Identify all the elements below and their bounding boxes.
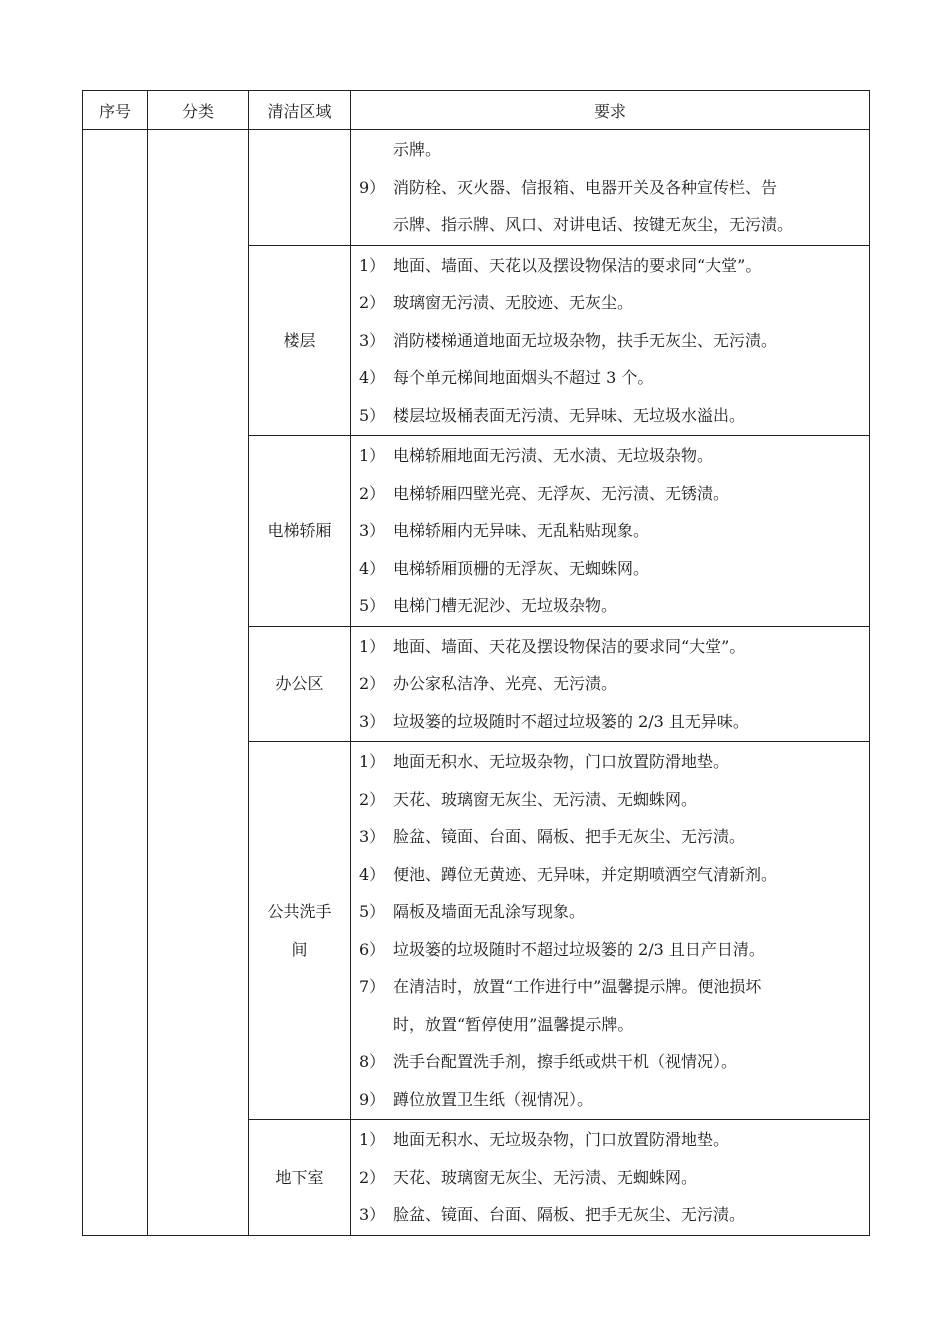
- table-row: [83, 130, 870, 246]
- requirement-line: [359, 475, 861, 513]
- requirement-text: 脸盆、镜面、台面、隔板、把手无灰尘、无污渍。: [393, 827, 746, 846]
- requirement-text: 每个单元梯间地面烟头不超过 3 个。: [393, 368, 654, 387]
- requirement-number: 3）: [359, 711, 386, 731]
- requirement-line: [359, 1006, 861, 1044]
- requirement-number: 1）: [359, 446, 386, 465]
- requirement-number: 3）: [359, 827, 386, 846]
- header-area: 清洁区域: [249, 91, 351, 130]
- requirement-line: [359, 284, 861, 322]
- requirement-text: 地面、墙面、天花及摆设物保洁的要求同“大堂”。: [393, 636, 746, 656]
- requirement-text: 办公家私洁净、光亮、无污渍。: [393, 674, 618, 693]
- requirement-text: 地面无积水、无垃圾杂物，门口放置防滑地垫。: [393, 752, 730, 771]
- requirement-text: 示牌。: [393, 140, 442, 159]
- requirement-text: 地面无积水、无垃圾杂物，门口放置防滑地垫。: [393, 1130, 730, 1149]
- requirement-text: 消防楼梯通道地面无垃圾杂物，扶手无灰尘、无污渍。: [393, 330, 778, 350]
- requirement-text: 示牌、指示牌、风口、对讲电话、按键无灰尘，无污渍。: [393, 215, 794, 234]
- requirement-number: 4）: [359, 558, 386, 578]
- requirement-line: [359, 856, 861, 894]
- requirements-cell: [351, 742, 870, 1120]
- table-body: [83, 130, 870, 1236]
- requirement-text: 垃圾篓的垃圾随时不超过垃圾篓的 2/3 且无异味。: [393, 711, 749, 731]
- requirement-line: [359, 397, 861, 435]
- requirement-number: 2）: [359, 483, 386, 503]
- requirement-line: [359, 1081, 861, 1119]
- requirement-number: 5）: [359, 596, 386, 615]
- area-label-line: 间: [291, 939, 308, 959]
- requirement-text: 在清洁时，放置“工作进行中”温馨提示牌。便池损坏: [393, 977, 762, 996]
- requirement-number: 2）: [359, 674, 386, 693]
- requirement-line: [359, 1121, 861, 1159]
- header-index: 序号: [83, 91, 148, 130]
- requirement-line: [359, 703, 861, 741]
- index-cell: [83, 130, 148, 1236]
- header-row: [83, 91, 870, 130]
- requirement-number: 2）: [359, 1167, 386, 1187]
- requirement-line: [359, 247, 861, 285]
- requirement-number: 9）: [359, 1089, 386, 1109]
- requirement-line: [359, 628, 861, 666]
- area-cell: [249, 436, 351, 627]
- requirement-number: 6）: [359, 939, 386, 959]
- header-category: 分类: [148, 91, 249, 130]
- requirement-text: 蹲位放置卫生纸（视情况）。: [393, 1089, 594, 1109]
- requirement-number: 3）: [359, 521, 386, 540]
- requirement-line: [359, 437, 861, 475]
- requirement-line: [359, 968, 861, 1006]
- cleaning-requirements-table: [82, 90, 870, 1236]
- requirement-line: [359, 1196, 861, 1234]
- requirement-line: [359, 1043, 861, 1081]
- requirement-number: 2）: [359, 789, 386, 809]
- requirement-number: 2）: [359, 293, 386, 312]
- requirement-text: 洗手台配置洗手剂，擦手纸或烘干机（视情况）。: [393, 1052, 738, 1071]
- requirement-line: [359, 587, 861, 625]
- requirement-number: 8）: [359, 1052, 386, 1071]
- requirement-text: 电梯轿厢顶栅的无浮灰、无蜘蛛网。: [393, 558, 650, 578]
- requirement-number: 1）: [359, 752, 386, 771]
- requirement-text: 楼层垃圾桶表面无污渍、无异味、无垃圾水溢出。: [393, 405, 746, 425]
- requirement-number: 1）: [359, 636, 386, 656]
- requirements-cell: [351, 1120, 870, 1236]
- requirement-number: 1）: [359, 1130, 386, 1149]
- requirement-number: 3）: [359, 330, 386, 350]
- requirement-number: 5）: [359, 902, 386, 921]
- requirements-cell: [351, 245, 870, 436]
- requirement-number: 3）: [359, 1205, 386, 1224]
- requirement-line: [359, 818, 861, 856]
- requirement-text: 电梯轿厢四壁光亮、无浮灰、无污渍、无锈渍。: [393, 483, 730, 503]
- requirement-line: [359, 743, 861, 781]
- requirement-text: 玻璃窗无污渍、无胶迹、无灰尘。: [393, 293, 634, 312]
- requirement-text: 时，放置“暂停使用”温馨提示牌。: [393, 1014, 634, 1034]
- requirement-line: [359, 550, 861, 588]
- requirement-text: 便池、蹲位无黄迹、无异味，并定期喷洒空气清新剂。: [393, 864, 778, 884]
- area-cell: [249, 1120, 351, 1236]
- requirements-cell: [351, 130, 870, 246]
- category-cell: [148, 130, 249, 1236]
- requirement-line: [359, 206, 861, 244]
- requirement-number: 5）: [359, 405, 386, 425]
- requirement-number: 1）: [359, 255, 386, 275]
- area-cell: [249, 742, 351, 1120]
- document-page: [82, 90, 869, 1236]
- requirement-line: [359, 781, 861, 819]
- requirement-text: 隔板及墙面无乱涂写现象。: [393, 902, 586, 921]
- area-label-line: 公共洗手: [267, 902, 332, 921]
- requirement-line: [359, 1159, 861, 1197]
- requirement-number: 4）: [359, 864, 386, 884]
- requirement-text: 电梯轿厢地面无污渍、无水渍、无垃圾杂物。: [393, 446, 714, 465]
- requirement-line: [359, 665, 861, 703]
- requirement-text: 电梯轿厢内无异味、无乱粘贴现象。: [393, 521, 650, 540]
- area-label: 办公区: [275, 674, 324, 693]
- requirement-line: [359, 322, 861, 360]
- requirement-line: [359, 169, 861, 207]
- requirement-text: 电梯门槽无泥沙、无垃圾杂物。: [393, 596, 618, 615]
- requirement-number: 9）: [359, 177, 386, 197]
- requirement-text: 消防栓、灭火器、信报箱、电器开关及各种宣传栏、告: [393, 177, 778, 197]
- requirement-text: 天花、玻璃窗无灰尘、无污渍、无蜘蛛网。: [393, 1167, 698, 1187]
- area-label: 地下室: [275, 1167, 324, 1187]
- header-requirements: 要求: [351, 91, 870, 130]
- area-cell: [249, 130, 351, 246]
- area-label: 楼层: [283, 330, 316, 350]
- requirement-number: 4）: [359, 368, 386, 387]
- area-label: 电梯轿厢: [267, 521, 332, 540]
- requirement-line: [359, 512, 861, 550]
- requirement-text: 垃圾篓的垃圾随时不超过垃圾篓的 2/3 且日产日清。: [393, 939, 765, 959]
- requirements-cell: [351, 626, 870, 742]
- requirement-line: [359, 359, 861, 397]
- requirements-cell: [351, 436, 870, 627]
- area-cell: [249, 626, 351, 742]
- requirement-text: 地面、墙面、天花以及摆设物保洁的要求同“大堂”。: [393, 255, 762, 275]
- requirement-line: [359, 931, 861, 969]
- area-cell: [249, 245, 351, 436]
- requirement-text: 天花、玻璃窗无灰尘、无污渍、无蜘蛛网。: [393, 789, 698, 809]
- requirement-line: [359, 131, 861, 169]
- requirement-text: 脸盆、镜面、台面、隔板、把手无灰尘、无污渍。: [393, 1205, 746, 1224]
- requirement-line: [359, 893, 861, 931]
- requirement-number: 7）: [359, 977, 386, 996]
